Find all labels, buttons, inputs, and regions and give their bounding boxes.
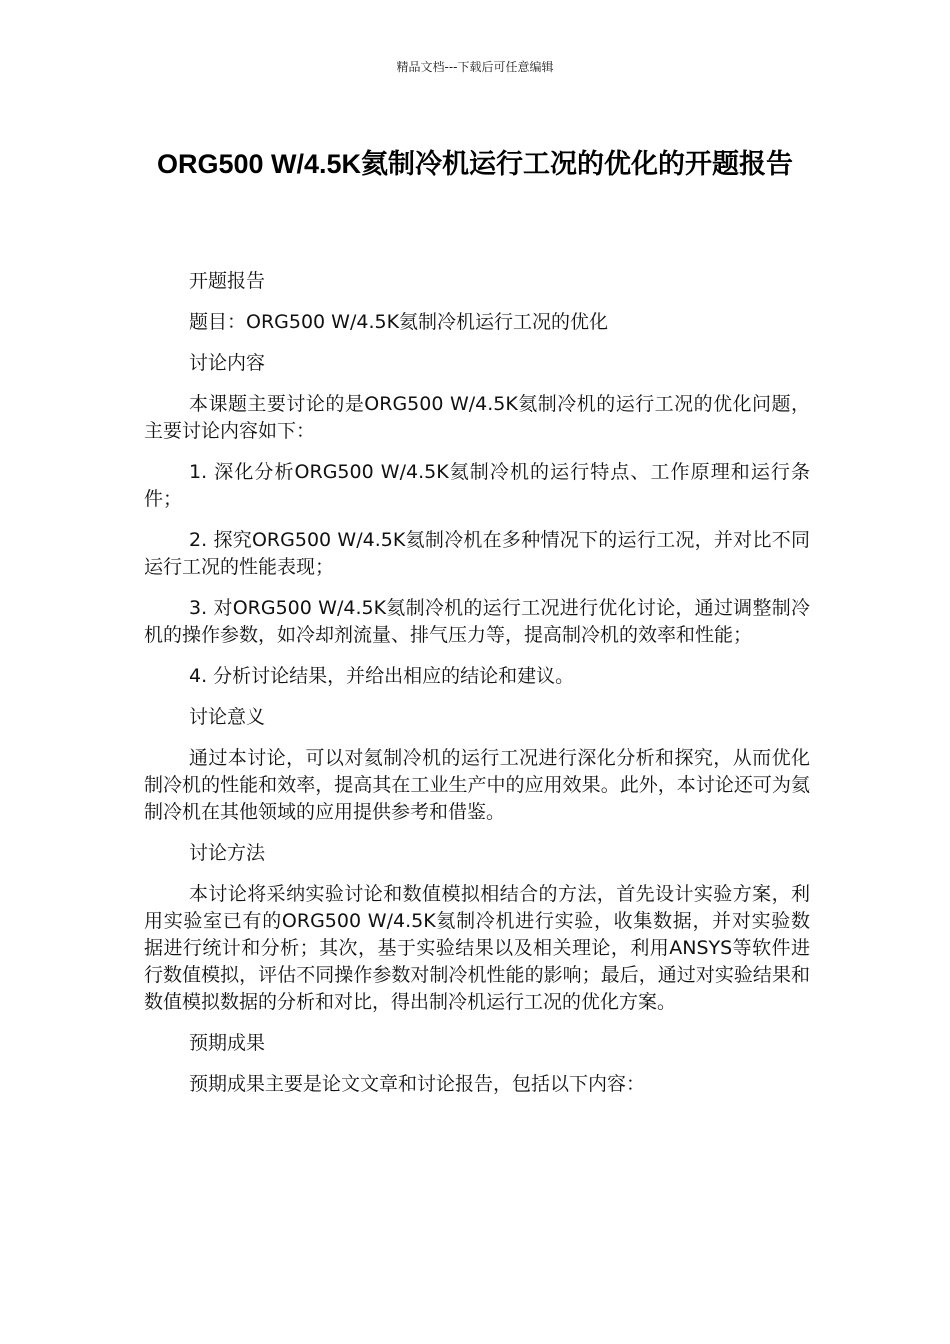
section-heading-report: 开题报告 (189, 270, 266, 292)
list-item-3: 3. 对ORG500 W/4.5K氦制冷机的运行工况进行优化讨论，通过调整制冷机的操作参数，如冷却剂流量、排气压力等，提高制冷机的效率和性能； (144, 597, 810, 646)
list-item-2: 2. 探究ORG500 W/4.5K氦制冷机在多种情况下的运行工况，并对比不同运行工况的性能表现； (144, 529, 810, 578)
section-heading-content: 讨论内容 (189, 352, 266, 374)
paragraph-intro: 本课题主要讨论的是ORG500 W/4.5K氦制冷机的运行工况的优化问题，主要讨论内容如下： (144, 393, 810, 442)
topic-line: 题目：ORG500 W/4.5K氦制冷机运行工况的优化 (189, 311, 609, 333)
list-item-4: 4. 分析讨论结果，并给出相应的结论和建议。 (189, 665, 575, 687)
paragraph-results: 预期成果主要是论文文章和讨论报告，包括以下内容： (189, 1073, 646, 1095)
document-body (144, 268, 810, 1112)
paragraph-method: 本讨论将采纳实验讨论和数值模拟相结合的方法，首先设计实验方案，利用实验室已有的ORG500 W/4.5K氦制冷机进行实验，收集数据，并对实验数据进行统计和分析；其次，基于实验结果以及相关理论，利用ANSYS等软件进行数值模拟，评估不同操作参数对制冷机性能的影响；最后，通过对实验结果和数值模拟数据的分析和对比，得出制冷机运行工况的优化方案。 (144, 883, 810, 1013)
header-note: 精品文档---下载后可任意编辑 (396, 60, 554, 74)
document-title: ORG500 W/4.5K氦制冷机运行工况的优化的开题报告 (156, 149, 794, 179)
section-heading-results: 预期成果 (189, 1032, 266, 1054)
section-heading-significance: 讨论意义 (189, 706, 266, 728)
paragraph-significance: 通过本讨论，可以对氦制冷机的运行工况进行深化分析和探究，从而优化制冷机的性能和效率，提高其在工业生产中的应用效果。此外，本讨论还可为氦制冷机在其他领域的应用提供参考和借鉴。 (144, 747, 810, 823)
list-item-1: 1. 深化分析ORG500 W/4.5K氦制冷机的运行特点、工作原理和运行条件； (144, 461, 810, 510)
section-heading-method: 讨论方法 (189, 842, 266, 864)
